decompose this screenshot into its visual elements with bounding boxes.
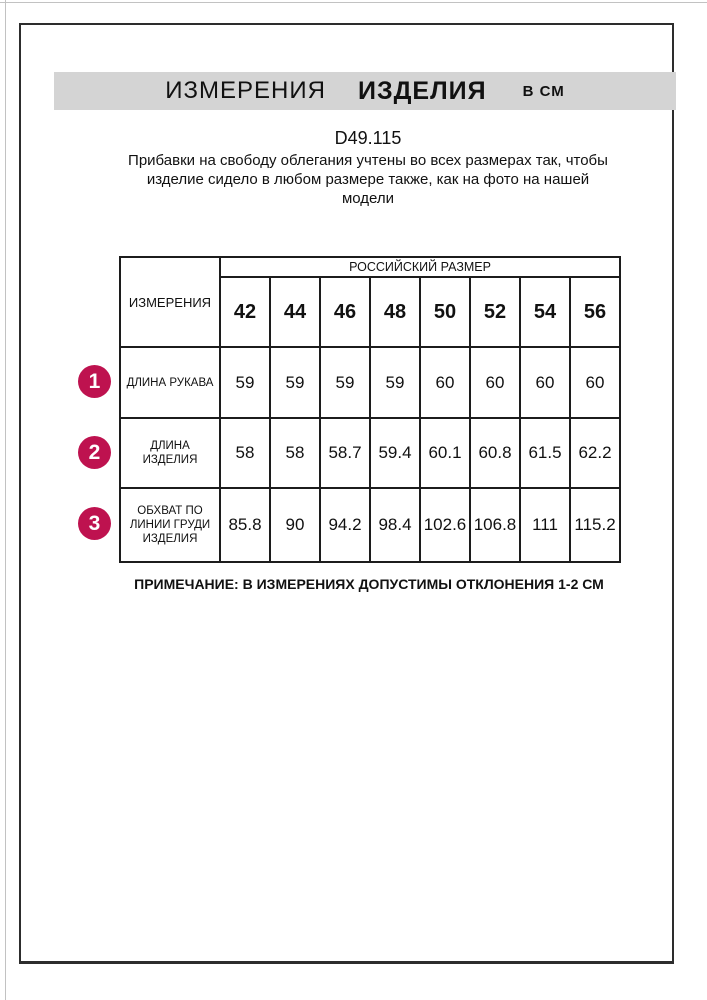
scan-edge-line-horizontal (0, 2, 707, 3)
title-unit-cm: В СМ (522, 82, 565, 100)
subtitle-line-1: Прибавки на свободу облегания учтены во всех размерах так, чтобы (128, 152, 608, 169)
size-header-44: 44 (270, 277, 320, 347)
measure-value: 59 (270, 347, 320, 418)
measure-label: ОБХВАТ ПО ЛИНИИ ГРУДИ ИЗДЕЛИЯ (120, 488, 220, 562)
measure-label: ДЛИНА РУКАВА (120, 347, 220, 418)
table-row (120, 347, 620, 418)
title-bar (54, 72, 676, 110)
measure-value: 59 (320, 347, 370, 418)
subtitle-text (21, 151, 707, 208)
size-header-50: 50 (420, 277, 470, 347)
scan-edge-line-vertical (5, 0, 6, 1000)
size-table (119, 256, 621, 563)
title-product: ИЗДЕЛИЯ (357, 76, 487, 105)
measure-value: 60.8 (470, 418, 520, 488)
measure-label: ДЛИНА ИЗДЕЛИЯ (120, 418, 220, 488)
measure-value: 62.2 (570, 418, 620, 488)
russian-size-group-header: РОССИЙСКИЙ РАЗМЕР (220, 257, 620, 277)
model-code: D49.115 (334, 128, 402, 148)
measure-value: 60 (470, 347, 520, 418)
measure-value: 58.7 (320, 418, 370, 488)
measure-value: 59 (370, 347, 420, 418)
size-header-46: 46 (320, 277, 370, 347)
measure-value: 102.6 (420, 488, 470, 562)
measurements-column-header: ИЗМЕРЕНИЯ (120, 257, 220, 347)
measure-value: 106.8 (470, 488, 520, 562)
measure-value: 60 (420, 347, 470, 418)
size-header-42: 42 (220, 277, 270, 347)
measure-value: 59 (220, 347, 270, 418)
size-header-54: 54 (520, 277, 570, 347)
measure-value: 90 (270, 488, 320, 562)
measure-value: 58 (270, 418, 320, 488)
page-border-frame (19, 23, 674, 964)
row-number-badge-1: 1 (78, 365, 111, 398)
row-number-badge-3: 3 (78, 507, 111, 540)
row-number-badge-2: 2 (78, 436, 111, 469)
measure-value: 98.4 (370, 488, 420, 562)
measure-value: 60 (570, 347, 620, 418)
size-header-48: 48 (370, 277, 420, 347)
table-row (120, 418, 620, 488)
measure-value: 60 (520, 347, 570, 418)
measure-value: 85.8 (220, 488, 270, 562)
measure-value: 61.5 (520, 418, 570, 488)
measure-value: 58 (220, 418, 270, 488)
measure-value: 111 (520, 488, 570, 562)
title-measurements: ИЗМЕРЕНИЯ (165, 77, 326, 104)
subtitle-line-2: изделие сидело в любом размере также, как на фото на нашей (146, 171, 590, 188)
measure-value: 59.4 (370, 418, 420, 488)
size-header-52: 52 (470, 277, 520, 347)
measure-value: 115.2 (570, 488, 620, 562)
table-group-header-row (120, 257, 620, 277)
measure-value: 60.1 (420, 418, 470, 488)
note-text: ПРИМЕЧАНИЕ: В ИЗМЕРЕНИЯХ ДОПУСТИМЫ ОТКЛОНЕНИЯ 1-2 СМ (134, 576, 604, 592)
size-header-56: 56 (570, 277, 620, 347)
subtitle-line-3: модели (341, 190, 395, 207)
table-row (120, 488, 620, 562)
measure-value: 94.2 (320, 488, 370, 562)
